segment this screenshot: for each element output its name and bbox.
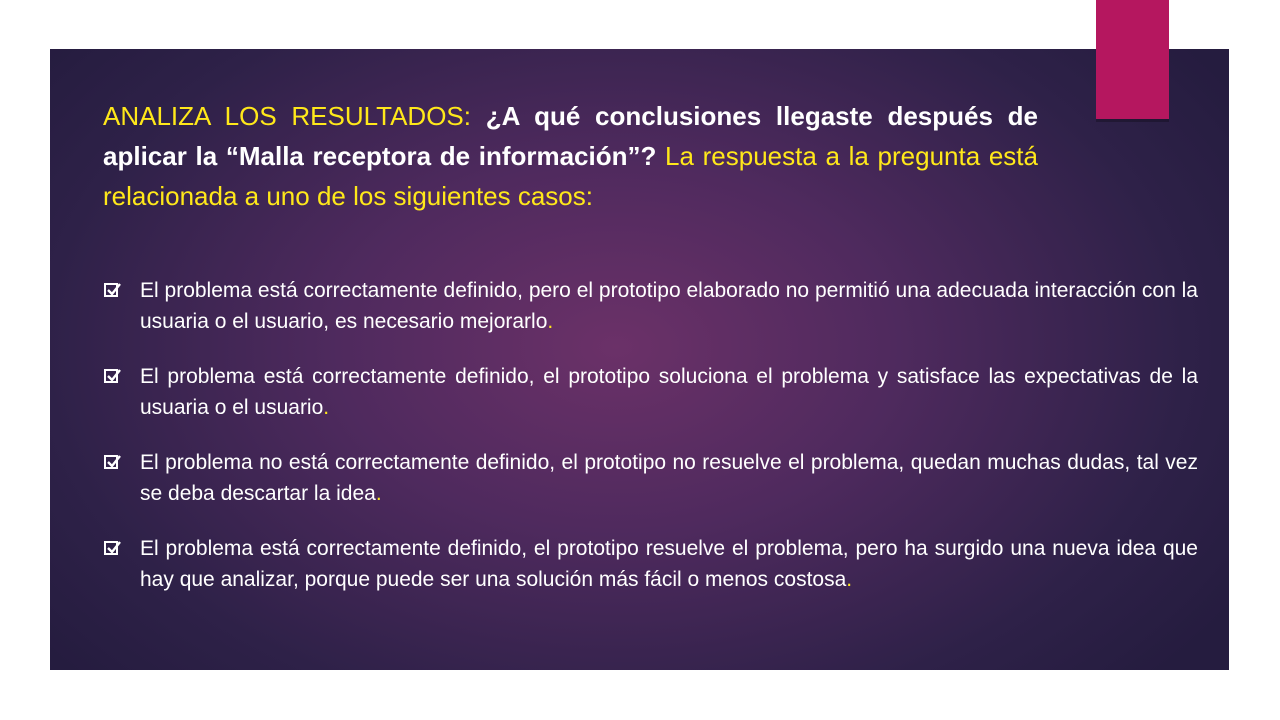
list-item	[103, 533, 1198, 595]
case-text: El problema no está correctamente definido, el prototipo no resuelve el problema, quedan muchas dudas, tal vez se deba descartar la idea	[140, 451, 1198, 505]
checkbox-icon	[104, 541, 118, 555]
case-end: .	[547, 310, 554, 333]
checkbox-icon	[104, 455, 118, 469]
cases-list	[103, 275, 1198, 595]
case-end: .	[323, 396, 330, 419]
case-text: El problema está correctamente definido, pero el prototipo elaborado no permitió una adecuada interacción con la usuaria o el usuario, es necesario mejorarlo	[140, 279, 1198, 333]
title-lead: ANALIZA LOS RESULTADOS:	[103, 101, 486, 131]
list-item	[103, 361, 1198, 423]
case-text: El problema está correctamente definido, el prototipo resuelve el problema, pero ha surgido una nueva idea que hay que analizar, porque puede ser una solución más fácil o menos costosa	[140, 537, 1198, 591]
slide-title	[103, 96, 1038, 216]
case-end: .	[846, 568, 853, 591]
accent-bar	[1096, 0, 1169, 119]
title-question: ¿A qué conclusiones llegaste después de aplicar la “Malla receptora de información”?	[103, 101, 1038, 171]
checkbox-icon	[104, 369, 118, 383]
list-item	[103, 275, 1198, 337]
case-end: .	[375, 482, 382, 505]
list-item	[103, 447, 1198, 509]
case-text: El problema está correctamente definido, el prototipo soluciona el problema y satisface las expectativas de la usuaria o el usuario	[140, 365, 1198, 419]
checkbox-icon	[104, 283, 118, 297]
title-instruction: La respuesta a la pregunta está relacionada a uno de los siguientes casos:	[103, 141, 1038, 211]
